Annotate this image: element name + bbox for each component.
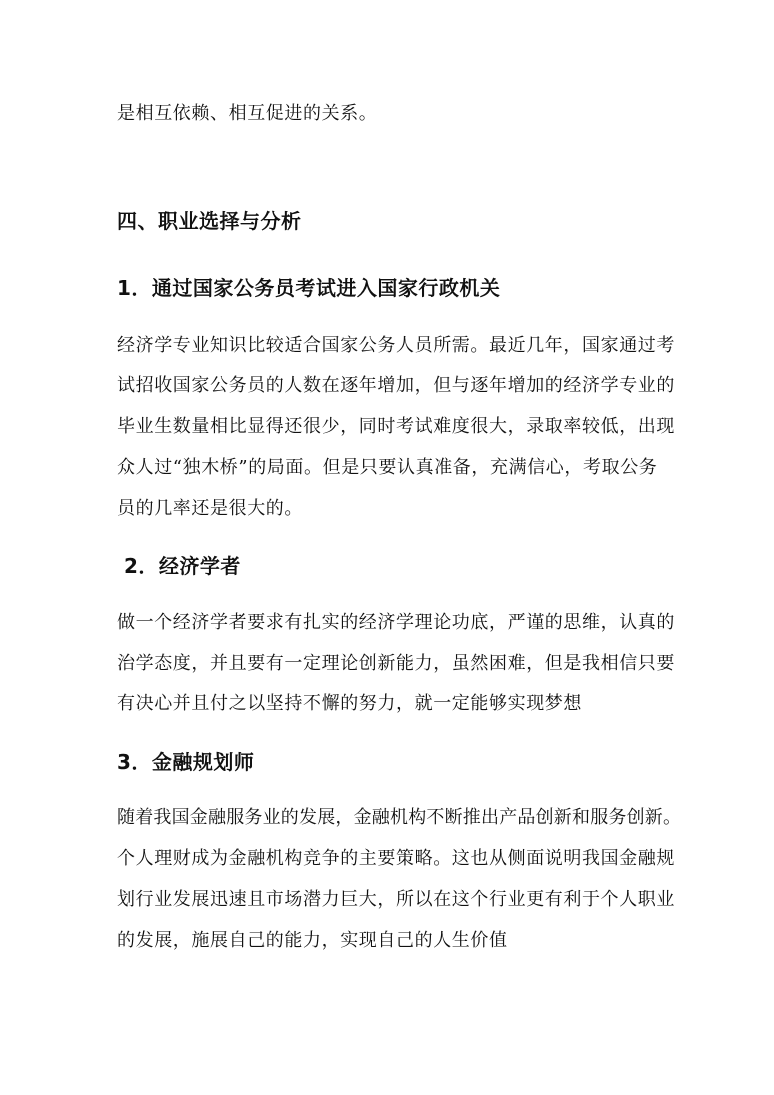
item-2-line-1: 做一个经济学者要求有扎实的经济学理论功底，严谨的思维，认真的 xyxy=(117,612,675,633)
item-3-heading: 3．金融规划师 xyxy=(117,750,255,774)
item-1-line-4: 众人过“独木桥”的局面。但是只要认真准备，充满信心，考取公务 xyxy=(117,457,658,478)
item-2-line-3: 有决心并且付之以坚持不懈的努力，就一定能够实现梦想 xyxy=(117,693,582,714)
item-3-line-2: 个人理财成为金融机构竞争的主要策略。这也从侧面说明我国金融规 xyxy=(117,848,675,869)
item-1-line-5: 员的几率还是很大的。 xyxy=(117,498,303,519)
item-1-heading: 1．通过国家公务员考试进入国家行政机关 xyxy=(117,276,501,300)
item-3-line-3: 划行业发展迅速且市场潜力巨大，所以在这个行业更有利于个人职业 xyxy=(117,889,675,910)
item-1-line-1: 经济学专业知识比较适合国家公务人员所需。最近几年，国家通过考 xyxy=(117,335,675,356)
item-1-line-2: 试招收国家公务员的人数在逐年增加，但与逐年增加的经济学专业的 xyxy=(117,375,675,396)
item-3-line-4: 的发展，施展自己的能力，实现自己的人生价值 xyxy=(117,930,508,951)
item-3-line-1: 随着我国金融服务业的发展，金融机构不断推出产品创新和服务创新。 xyxy=(117,807,682,828)
section-4-heading: 四、职业选择与分析 xyxy=(117,209,302,233)
item-2-line-2: 治学态度，并且要有一定理论创新能力，虽然困难，但是我相信只要 xyxy=(117,653,675,674)
intro-line-1: 是相互依赖、相互促进的关系。 xyxy=(117,103,378,124)
item-2-heading: 2．经济学者 xyxy=(124,554,241,578)
item-1-line-3: 毕业生数量相比显得还很少，同时考试难度很大，录取率较低，出现 xyxy=(117,416,675,437)
